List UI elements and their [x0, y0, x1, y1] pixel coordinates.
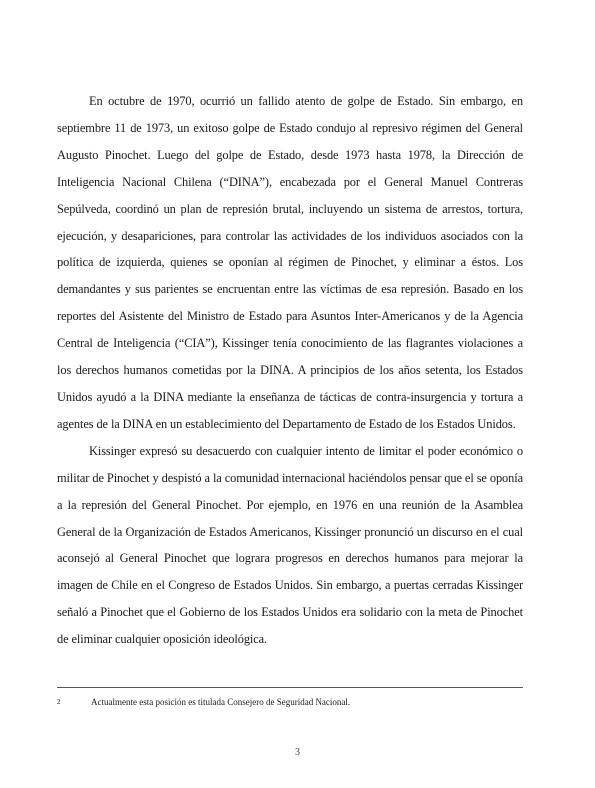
paragraph-1: En octubre de 1970, ocurrió un fallido atento de golpe de Estado. Sin embargo, en septiembre 11 de 1973, un exitoso golpe de Estado condujo al represivo régimen del General Augusto Pinochet. Luego del golpe de Estado, desde 1973 hasta 1978, la Dirección de Inteligencia Nacional Chilena (“DINA”), encabezada por el General Manuel Contreras Sepúlveda, coordinó un plan de represión brutal, incluyendo un sistema de arrestos, tortura, ejecución, y desapariciones, para controlar las actividades de los individuos asociados con la política de izquierda, quienes se oponían al régimen de Pinochet, y eliminar a éstos. Los demandantes y sus parientes se encruentan entre las víctimas de esa represión. Basado en los reportes del Asistente del Ministro de Estado para Asuntos Inter-Americanos y de la Agencia Central de Inteligencia (“CIA”), Kissinger tenía conocimiento de las flagrantes violaciones a los derechos humanos cometidas por la DINA. A principios de los años setenta, los Estados Unidos ayudó a la DINA mediante la enseñanza de tácticas de contra-insurgencia y tortura a agentes de la DINA en un establecimiento del Departamento de Estado de los Estados Unidos. [57, 94, 523, 431]
footnote [57, 696, 523, 708]
page-number: 3 [295, 747, 300, 758]
paragraph-2: Kissinger expresó su desacuerdo con cualquier intento de limitar el poder económico o militar de Pinochet y despistó a la comunidad internacional haciéndolos pensar que el se oponía a la represión del General Pinochet. Por ejemplo, en 1976 en una reunión de la Asamblea General de la Organización de Estados Americanos, Kissinger pronunció un discurso en el cual aconsejó al General Pinochet que lograra progresos en derechos humanos para mejorar la imagen de Chile en el Congreso de Estados Unidos. Sin embargo, a puertas cerradas Kissinger señaló a Pinochet que el Gobierno de los Estados Unidos era solidario con la meta de Pinochet de eliminar cualquier oposición ideológica. [57, 443, 523, 647]
footnote-text: Actualmente esta posición es titulada Consejero de Seguridad Nacional. [91, 697, 351, 707]
footnote-marker: 2 [57, 698, 61, 706]
body-text [57, 88, 523, 653]
footnote-divider [57, 687, 523, 688]
